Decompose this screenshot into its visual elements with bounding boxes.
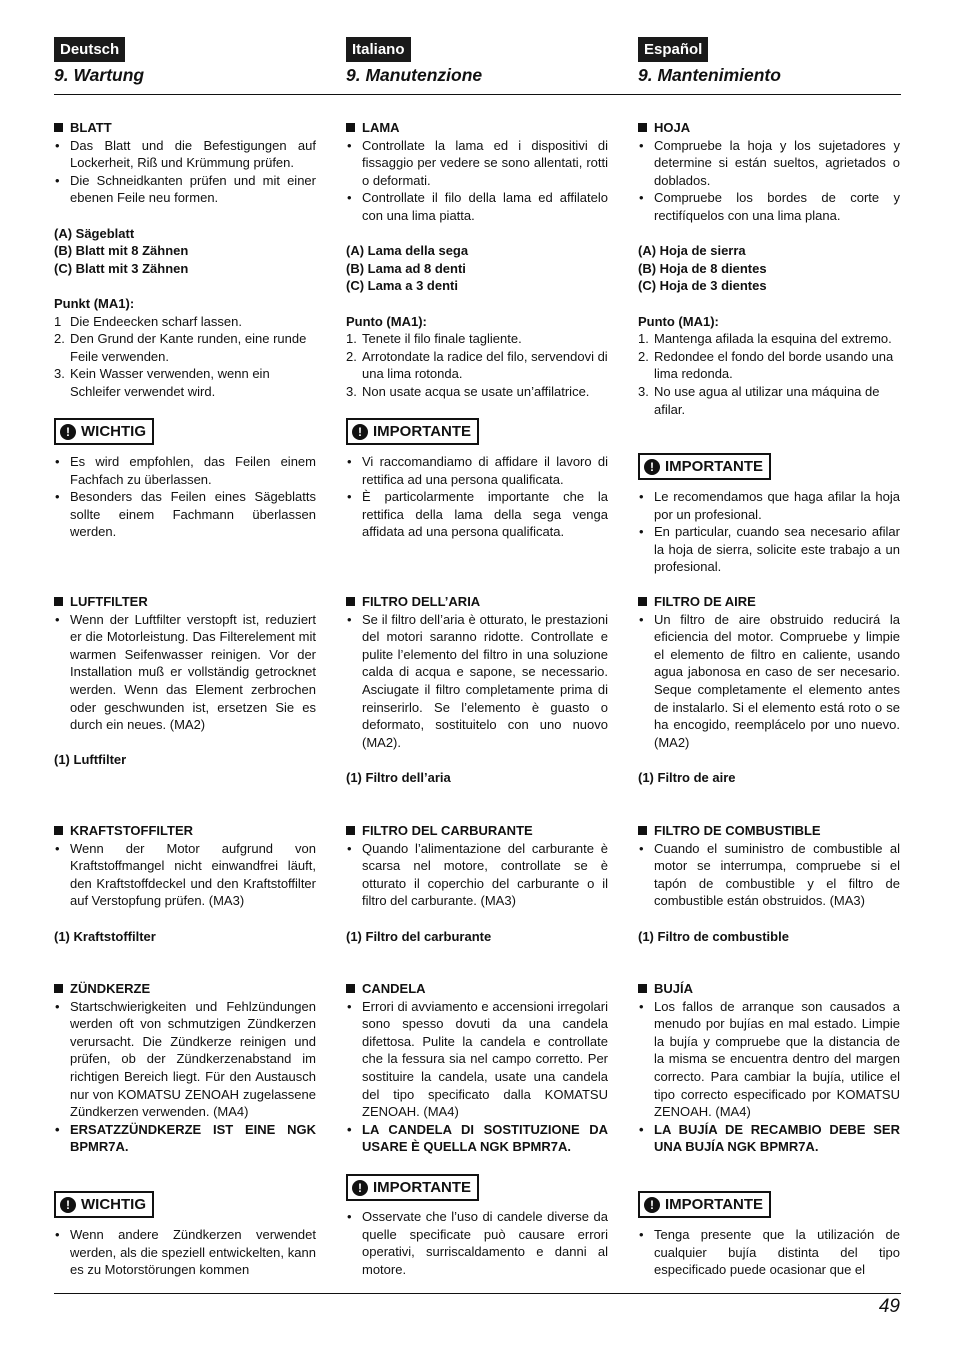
bullet-item: • LA CANDELA DI SOSTITUZIONE DA USARE È QUELLA NGK BPMR7A. bbox=[346, 1121, 608, 1156]
section-heading: BUJÍA bbox=[638, 980, 900, 998]
spark-plug-section bbox=[638, 980, 900, 1156]
bullet-item: • Controllate il filo della lama ed affilatelo con una lima piatta. bbox=[346, 189, 608, 224]
bullet-item: • Compruebe la hoja y los sujetadores y determine si están sueltos, agrietados o doblados. bbox=[638, 137, 900, 190]
language-tab: Italiano bbox=[346, 37, 411, 62]
bullet-item: • Osservate che l’uso di candele diverse da quelle specificate può causare errori operativi, surriscaldamento e danni al motore. bbox=[346, 1208, 608, 1278]
section-heading: FILTRO DE COMBUSTIBLE bbox=[638, 822, 900, 840]
section-heading: LUFTFILTER bbox=[54, 593, 316, 611]
notice-text bbox=[638, 488, 900, 576]
square-bullet-icon bbox=[54, 826, 63, 835]
bullet-item: • Startschwierigkeiten und Fehlzündungen werden oft von schmutzigen Zündkerzen verursacht. Die Zündkerze reinigen und prüfen, ob der Zündkerzenabstand im richtigen Bereich liegt. Für den Austausch nur von KOMATSU ZENOAH zugelassene Zündkerzen verwenden. (MA4) bbox=[54, 998, 316, 1121]
bullet-item: • Wenn andere Zündkerzen verwendet werden, als die speziell entwickelten, kann es zu Motorstörungen kommen bbox=[54, 1226, 316, 1279]
notice-box: ! IMPORTANTE bbox=[638, 453, 771, 480]
bullet-item: • Controllate la lama ed i dispositivi di fissaggio per vedere se sono allentati, rotti o deformati. bbox=[346, 137, 608, 190]
figure-label: (1) Filtro de combustible bbox=[638, 928, 789, 944]
bullet-item: • Se il filtro dell’aria è otturato, le prestazioni del motori saranno ridotte. Controllate e pulite l’elemento del filtro in una soluzione calda di acqua e sapone, se necessario. Asciugate il filtro completamente prima di reinserirlo. Se l’elemento è guasto o deformato, sostituitelo con uno nuovo (MA2). bbox=[346, 611, 608, 752]
header-rule bbox=[54, 94, 901, 95]
notice-text bbox=[54, 1226, 316, 1279]
blade-section bbox=[638, 119, 900, 418]
figure-label: (B) Blatt mit 8 Zähnen bbox=[54, 243, 189, 259]
section-heading: LAMA bbox=[346, 119, 608, 137]
figure-label: (1) Filtro dell’aria bbox=[346, 769, 451, 785]
spark-plug-section bbox=[346, 980, 608, 1156]
air-filter-section bbox=[346, 593, 608, 787]
bullet-item: • Errori di avviamento e accensioni irregolari sono spesso dovuti da una candela difettosa. Pulite la candela e controllate che la fessura sia nel campo corretto. Per sostituire la candela, usate una candela del tipo specificato dalla KOMATSU ZENOAH. (MA4) bbox=[346, 998, 608, 1121]
notice-text bbox=[346, 453, 608, 541]
figure-label: (1) Filtro de aire bbox=[638, 769, 736, 785]
numbered-item: 3. No use agua al utilizar una máquina de afilar. bbox=[638, 383, 880, 417]
notice-box: ! IMPORTANTE bbox=[346, 1174, 479, 1201]
square-bullet-icon bbox=[638, 984, 647, 993]
air-filter-section bbox=[54, 593, 316, 769]
bullet-item: • Die Schneidkanten prüfen und mit einer ebenen Feile neu formen. bbox=[54, 172, 316, 207]
language-tab: Deutsch bbox=[54, 37, 125, 62]
section-heading: ZÜNDKERZE bbox=[54, 980, 316, 998]
section-heading: BLATT bbox=[54, 119, 316, 137]
fuel-filter-section bbox=[346, 822, 608, 945]
exclamation-icon: ! bbox=[60, 1197, 76, 1213]
figure-label: (C) Blatt mit 3 Zähnen bbox=[54, 260, 189, 276]
square-bullet-icon bbox=[346, 597, 355, 606]
notice-text bbox=[54, 453, 316, 541]
numbered-item: 3. Non usate acqua se usate un’affilatrice. bbox=[346, 383, 590, 399]
point-label: Punto (MA1): bbox=[638, 313, 719, 329]
figure-label: (B) Lama ad 8 denti bbox=[346, 260, 466, 276]
bullet-item: • Es wird empfohlen, das Feilen einem Fachfach zu überlassen. bbox=[54, 453, 316, 488]
figure-label: (A) Sägeblatt bbox=[54, 225, 135, 241]
fuel-filter-section bbox=[638, 822, 900, 945]
figure-label: (C) Lama a 3 denti bbox=[346, 278, 458, 294]
exclamation-icon: ! bbox=[352, 1180, 368, 1196]
notice-box: ! WICHTIG bbox=[54, 418, 154, 445]
numbered-item: 1. Tenete il filo finale tagliente. bbox=[346, 331, 522, 347]
bullet-item: • Le recomendamos que haga afilar la hoja por un profesional. bbox=[638, 488, 900, 523]
bullet-item: • Cuando el suministro de combustible al motor se interrumpa, compruebe si el tapón de combustible y el filtro de combustible están obstruidos. (MA3) bbox=[638, 840, 900, 910]
notice-text bbox=[638, 1226, 900, 1279]
bullet-item: • Tenga presente que la utilización de cualquier bujía distinta del tipo especificado puede ocasionar que el bbox=[638, 1226, 900, 1279]
blade-section bbox=[346, 119, 608, 401]
bullet-item: • Wenn der Motor aufgrund von Kraftstoffmangel nicht einwandfrei läuft, den Kraftstoffdeckel und den Kraftstoffilter auf Verstopfung prüfen. (MA3) bbox=[54, 840, 316, 910]
bullet-item: • Los fallos de arranque son causados a menudo por bujías en mal estado. Limpie la bujía y compruebe que la distancia de la misma se encuentra dentro del margen correcto. Para cambiar la bujía, utilice el tipo correcto especificado por KOMATSU ZENOAH. (MA4) bbox=[638, 998, 900, 1121]
footer-rule bbox=[54, 1293, 901, 1294]
figure-label: (1) Luftfilter bbox=[54, 752, 127, 768]
section-heading: CANDELA bbox=[346, 980, 608, 998]
figure-label: (1) Filtro del carburante bbox=[346, 928, 492, 944]
square-bullet-icon bbox=[638, 597, 647, 606]
numbered-item: 2. Den Grund der Kante runden, eine runde Feile verwenden. bbox=[54, 331, 307, 364]
bullet-item: • Un filtro de aire obstruido reducirá la eficiencia del motor. Compruebe y limpie el elemento de filtro en caliente, usando agua jabonosa en caso de ser necesario. Seque completamente el elemento antes de instalarlo. Si el elemento está roto o se ha encogido, reemplácelo por uno nuevo. (MA2) bbox=[638, 611, 900, 752]
numbered-item: 3. Kein Wasser verwenden, wenn ein Schleifer verwendet wird. bbox=[54, 366, 270, 399]
numbered-item: 2. Redondee el fondo del borde usando una lima redonda. bbox=[638, 348, 894, 382]
exclamation-icon: ! bbox=[60, 424, 76, 440]
numbered-item: 1. Mantenga afilada la esquina del extremo. bbox=[638, 331, 892, 347]
bullet-item: • È particolarmente importante che la rettifica della lama della sega venga affidata ad una persona qualificata. bbox=[346, 488, 608, 541]
section-heading: FILTRO DEL CARBURANTE bbox=[346, 822, 608, 840]
square-bullet-icon bbox=[638, 826, 647, 835]
bullet-item: • Wenn der Luftfilter verstopft ist, reduziert er die Motorleistung. Das Filterelement mit warmen Seifenwasser reinigen. Vor der Installation muß er vollständig getrocknet werden. Wenn das Element zerbrochen oder geschwunden ist, ersetzen Sie es durch ein neues. (MA2) bbox=[54, 611, 316, 734]
exclamation-icon: ! bbox=[644, 459, 660, 475]
square-bullet-icon bbox=[346, 826, 355, 835]
spark-plug-section bbox=[54, 980, 316, 1156]
point-label: Punto (MA1): bbox=[346, 313, 427, 329]
figure-label: (A) Hoja de sierra bbox=[638, 243, 746, 259]
section-title: 9. Wartung bbox=[54, 65, 145, 85]
section-title: 9. Mantenimiento bbox=[638, 65, 781, 85]
bullet-item: • Das Blatt und die Befestigungen auf Lockerheit, Riß und Krümmung prüfen. bbox=[54, 137, 316, 172]
blade-section bbox=[54, 119, 316, 401]
figure-label: (B) Hoja de 8 dientes bbox=[638, 260, 767, 276]
figure-label: (C) Hoja de 3 dientes bbox=[638, 278, 767, 294]
point-label: Punkt (MA1): bbox=[54, 295, 135, 311]
fuel-filter-section bbox=[54, 822, 316, 945]
air-filter-section bbox=[638, 593, 900, 787]
page-number: 49 bbox=[878, 1296, 900, 1317]
notice-text bbox=[346, 1208, 608, 1278]
numbered-item: 2. Arrotondate la radice del filo, servendovi di una lima rotonda. bbox=[346, 348, 608, 382]
square-bullet-icon bbox=[346, 123, 355, 132]
numbered-item: 1 Die Endeecken scharf lassen. bbox=[54, 313, 242, 329]
bullet-item: • Vi raccomandiamo di affidare il lavoro di rettifica ad una persona qualificata. bbox=[346, 453, 608, 488]
section-heading: FILTRO DELL’ARIA bbox=[346, 593, 608, 611]
exclamation-icon: ! bbox=[352, 424, 368, 440]
notice-box: ! WICHTIG bbox=[54, 1191, 154, 1218]
notice-box: ! IMPORTANTE bbox=[638, 1191, 771, 1218]
notice-box: ! IMPORTANTE bbox=[346, 418, 479, 445]
bullet-item: • LA BUJÍA DE RECAMBIO DEBE SER UNA BUJÍA NGK BPMR7A. bbox=[638, 1121, 900, 1156]
bullet-item: • Compruebe los bordes de corte y rectifíquelos con una lima plana. bbox=[638, 189, 900, 224]
section-heading: KRAFTSTOFFILTER bbox=[54, 822, 316, 840]
language-tab: Español bbox=[638, 37, 708, 62]
section-title: 9. Manutenzione bbox=[346, 65, 483, 85]
exclamation-icon: ! bbox=[644, 1197, 660, 1213]
square-bullet-icon bbox=[638, 123, 647, 132]
bullet-item: • ERSATZZÜNDKERZE IST EINE NGK BPMR7A. bbox=[54, 1121, 316, 1156]
figure-label: (1) Kraftstoffilter bbox=[54, 928, 156, 944]
bullet-item: • En particular, cuando sea necesario afilar la hoja de sierra, solicite este trabajo a un profesional. bbox=[638, 523, 900, 576]
bullet-item: • Quando l’alimentazione del carburante è scarsa nel motore, controllate se è otturato il coperchio del carburante o il filtro del carburante. (MA3) bbox=[346, 840, 608, 910]
square-bullet-icon bbox=[346, 984, 355, 993]
section-heading: FILTRO DE AIRE bbox=[638, 593, 900, 611]
square-bullet-icon bbox=[54, 984, 63, 993]
figure-label: (A) Lama della sega bbox=[346, 243, 469, 259]
section-heading: HOJA bbox=[638, 119, 900, 137]
square-bullet-icon bbox=[54, 123, 63, 132]
bullet-item: • Besonders das Feilen eines Sägeblatts sollte einem Fachmann überlassen werden. bbox=[54, 488, 316, 541]
square-bullet-icon bbox=[54, 597, 63, 606]
